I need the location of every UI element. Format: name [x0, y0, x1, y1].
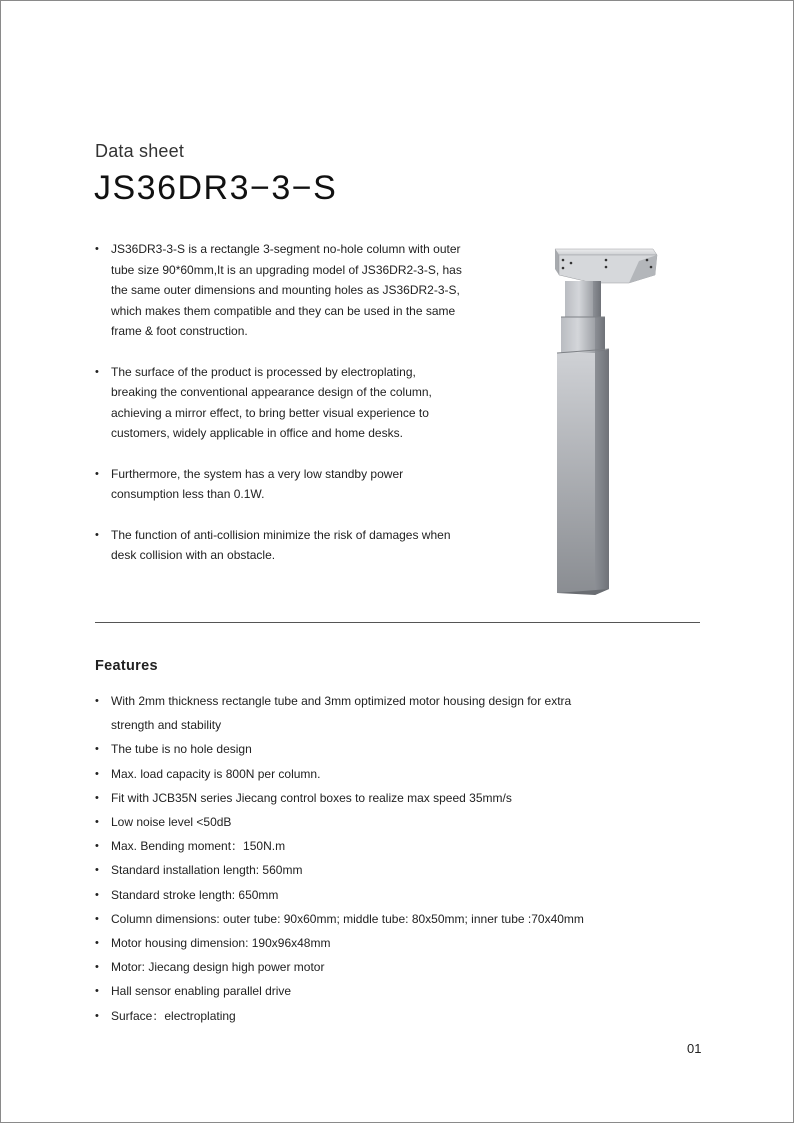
lifting-column-image [549, 241, 661, 601]
feature-item: • Hall sensor enabling parallel drive [95, 979, 655, 1003]
feature-item: • Surface：electroplating [95, 1004, 655, 1028]
intro-item: • JS36DR3-3-S is a rectangle 3-segment no-hole column with outer tube size 90*60mm,It is an upgrading model of JS36DR2-3-S, has the same outer dimensions and mounting holes as JS36DR2-3-S, which makes them compatible and they can be used in the same frame & foot construction. [95, 239, 476, 342]
document-subtitle: Data sheet [95, 141, 185, 161]
motor-housing-top [555, 249, 657, 255]
feature-item: • Column dimensions: outer tube: 90x60mm; middle tube: 80x50mm; inner tube :70x40mm [95, 907, 655, 931]
mount-hole [646, 259, 649, 262]
mount-hole [605, 266, 608, 269]
mount-hole [570, 262, 573, 265]
feature-item: • Max. load capacity is 800N per column. [95, 762, 655, 786]
outer-tube-side [595, 349, 609, 595]
feature-item: • The tube is no hole design [95, 737, 655, 761]
intro-item: • Furthermore, the system has a very low standby power consumption less than 0.1W. [95, 464, 436, 505]
features-heading: Features [95, 658, 158, 674]
intro-list [95, 239, 495, 586]
section-divider [95, 622, 700, 623]
outer-tube [557, 353, 595, 593]
inner-tube [565, 281, 593, 319]
middle-tube [561, 317, 595, 355]
feature-item: • With 2mm thickness rectangle tube and 3mm optimized motor housing design for extra strength and stability [95, 689, 586, 737]
mount-hole [562, 267, 565, 270]
feature-item: • Max. Bending moment：150N.m [95, 834, 655, 858]
mount-hole [605, 259, 608, 262]
inner-tube-side [593, 281, 601, 319]
page-number: 01 [687, 1041, 702, 1056]
mount-hole [562, 259, 565, 262]
feature-item: • Low noise level <50dB [95, 810, 655, 834]
intro-item: • The function of anti-collision minimize the risk of damages when desk collision with an obstacle. [95, 525, 456, 566]
feature-item: • Fit with JCB35N series Jiecang control boxes to realize max speed 35mm/s [95, 786, 655, 810]
feature-item: • Standard installation length: 560mm [95, 858, 655, 882]
mount-hole [650, 266, 653, 269]
features-list [95, 689, 655, 1028]
feature-item: • Standard stroke length: 650mm [95, 883, 655, 907]
product-title: JS36DR3−3−S [94, 169, 338, 207]
intro-item: • The surface of the product is processed by electroplating, breaking the conventional appearance design of the column, achieving a mirror effect, to bring better visual experience to customers, widely applicable in office and home desks. [95, 362, 463, 444]
feature-item: • Motor housing dimension: 190x96x48mm [95, 931, 655, 955]
feature-item: • Motor: Jiecang design high power motor [95, 955, 655, 979]
